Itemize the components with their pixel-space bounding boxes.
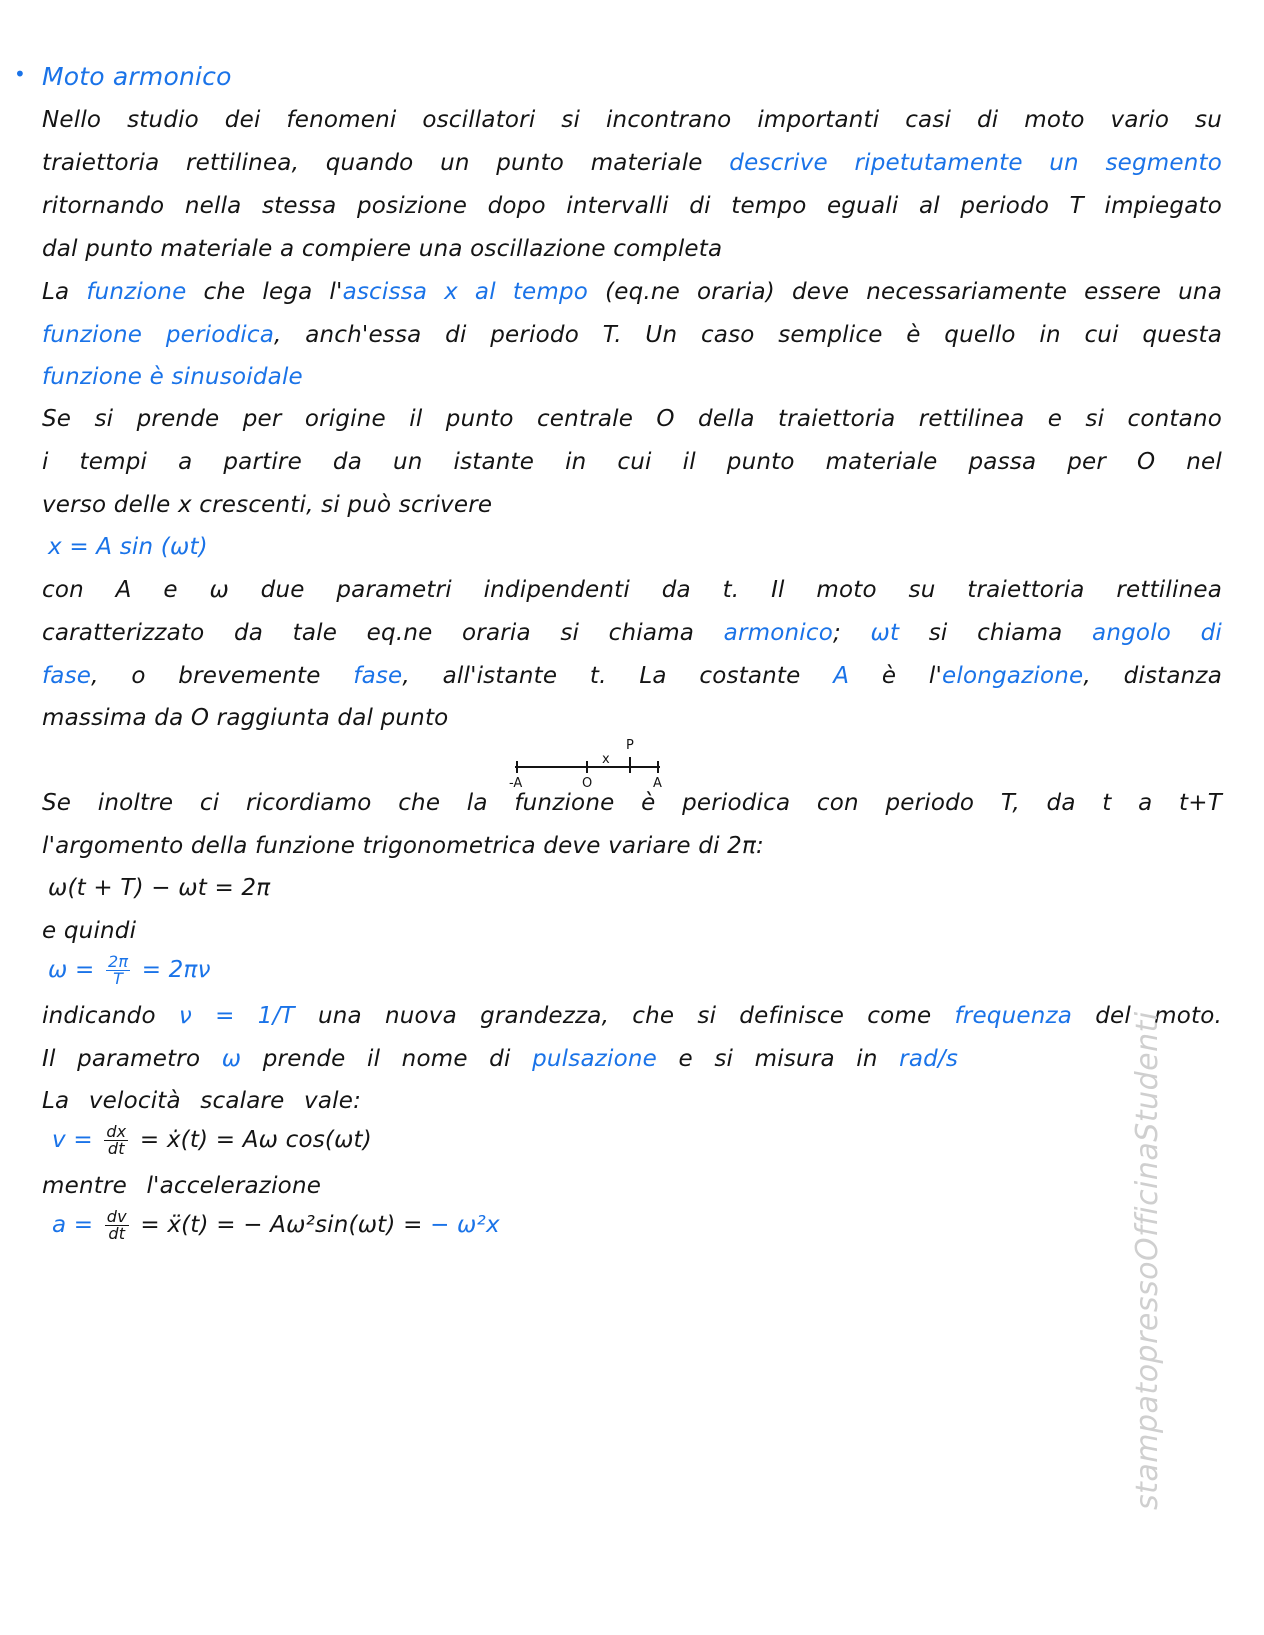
- text-line-21: mentre l'accelerazione: [42, 1173, 322, 1199]
- formula-velocity-rhs: = ẋ(t) = Aω cos(ωt): [139, 1127, 372, 1153]
- section-title: Moto armonico: [42, 62, 232, 91]
- text-line-9: i tempi a partire da un istante in cui il punto materiale passa per O nel: [42, 449, 1222, 475]
- text-line-10: verso delle x crescenti, si può scrivere: [42, 492, 493, 518]
- text-line-20: La velocità scalare vale:: [42, 1088, 362, 1114]
- label-a: A: [653, 776, 662, 790]
- label-minus-a: -A: [509, 776, 523, 790]
- text-line-16: l'argomento della funzione trigonometrica deve variare di 2π:: [42, 833, 764, 859]
- formula-acceleration-mid: = ẍ(t) = − Aω²sin(ωt) =: [140, 1212, 423, 1238]
- fraction-numerator: dx: [106, 1122, 127, 1141]
- text-line-5-part-a: La: [42, 279, 70, 305]
- text-line-12: [42, 618, 1222, 648]
- formula-velocity: [52, 1120, 372, 1160]
- text-line-18-part-b: ν = 1/T: [178, 1003, 295, 1029]
- text-line-12-part-f: angolo di: [1092, 620, 1223, 646]
- fraction-dx-dt: [104, 1124, 128, 1157]
- text-line-19: [42, 1044, 958, 1074]
- label-p: P: [626, 738, 634, 753]
- text-line-19-part-b: ω: [221, 1046, 242, 1072]
- text-line-2: [42, 148, 1222, 178]
- fraction-dv-dt: [105, 1209, 129, 1242]
- text-line-12-part-b: armonico: [723, 620, 833, 646]
- text-line-18-part-e: del moto.: [1095, 1003, 1223, 1029]
- text-line-6-part-a: funzione periodica: [42, 322, 275, 348]
- formula-position: x = A sin (ωt): [48, 534, 208, 560]
- text-line-17: e quindi: [42, 918, 137, 944]
- text-line-13: [42, 661, 1222, 691]
- formula-omega: [48, 950, 211, 990]
- text-line-13-part-f: è l': [849, 663, 942, 689]
- text-line-19-part-a: Il parametro: [42, 1046, 201, 1072]
- text-line-18-part-d: frequenza: [954, 1003, 1073, 1029]
- text-line-2-part-b: descrive ripetutamente un segmento: [729, 150, 1223, 176]
- text-line-11: con A e ω due parametri indipendenti da t. Il moto su traiettoria rettilinea: [42, 577, 1222, 603]
- text-line-6-part-b: , anch'essa di periodo T. Un caso semplice è quello in cui questa: [274, 322, 1222, 348]
- text-line-4: dal punto materiale a compiere una oscillazione completa: [42, 236, 723, 262]
- text-line-6: [42, 320, 1222, 350]
- text-line-13-part-e: A: [833, 663, 850, 689]
- text-line-12-part-e: si chiama: [899, 620, 1093, 646]
- text-line-19-part-f: rad/s: [899, 1046, 959, 1072]
- formula-period: ω(t + T) − ωt = 2π: [48, 875, 271, 901]
- bullet-dot: •: [14, 62, 26, 86]
- text-line-19-part-d: pulsazione: [532, 1046, 657, 1072]
- text-line-13-part-g: elongazione: [942, 663, 1084, 689]
- text-line-5-part-e: (eq.ne oraria) deve necessariamente essere una: [605, 279, 1222, 305]
- text-line-19-part-c: prende il nome di: [262, 1046, 511, 1072]
- fraction-denominator: dt: [108, 1224, 126, 1243]
- text-line-3: ritornando nella stessa posizione dopo intervalli di tempo eguali al periodo T impiegato: [42, 193, 1222, 219]
- text-line-13-part-h: , distanza: [1083, 663, 1222, 689]
- text-line-13-part-c: fase: [353, 663, 403, 689]
- fraction-numerator: 2π: [107, 952, 129, 971]
- formula-acceleration-lhs: a =: [52, 1212, 94, 1238]
- text-line-12-part-a: caratterizzato da tale eq.ne oraria si chiama: [42, 620, 695, 646]
- text-line-14: massima da O raggiunta dal punto: [42, 705, 449, 731]
- text-line-1: Nello studio dei fenomeni oscillatori si incontrano importanti casi di moto vario su: [42, 107, 1222, 133]
- formula-acceleration-result: − ω²x: [430, 1212, 500, 1238]
- formula-omega-rhs: = 2πν: [141, 957, 211, 983]
- fraction-two-pi-over-t: [106, 954, 130, 987]
- label-origin: O: [582, 776, 593, 790]
- watermark: stampatopressoOfficinaStudenti: [1130, 1011, 1165, 1510]
- fraction-numerator: dv: [106, 1207, 127, 1226]
- text-line-5: [42, 277, 1222, 307]
- text-line-2-part-a: traiettoria rettilinea, quando un punto materiale: [42, 150, 703, 176]
- text-line-18-part-c: una nuova grandezza, che si definisce come: [317, 1003, 932, 1029]
- text-line-12-part-d: ωt: [870, 620, 900, 646]
- formula-omega-lhs: ω =: [48, 957, 95, 983]
- segment-diagram: [505, 735, 675, 790]
- fraction-denominator: T: [113, 969, 124, 988]
- formula-acceleration: [52, 1205, 500, 1245]
- text-line-13-part-a: fase: [42, 663, 92, 689]
- fraction-denominator: dt: [107, 1139, 125, 1158]
- text-line-13-part-b: , o brevemente: [91, 663, 354, 689]
- text-line-15: Se inoltre ci ricordiamo che la funzione è periodica con periodo T, da t a t+T: [42, 790, 1222, 816]
- text-line-19-part-e: e si misura in: [678, 1046, 878, 1072]
- text-line-18: [42, 1001, 1222, 1031]
- text-line-12-part-c: ;: [832, 620, 871, 646]
- formula-velocity-lhs: v =: [52, 1127, 93, 1153]
- text-line-13-part-d: , all'istante t. La costante: [402, 663, 834, 689]
- text-line-7: funzione è sinusoidale: [42, 364, 303, 390]
- text-line-5-part-b: funzione: [86, 279, 187, 305]
- text-line-18-part-a: indicando: [42, 1003, 156, 1029]
- text-line-5-part-c: che lega l': [203, 279, 343, 305]
- text-line-5-part-d: ascissa x al tempo: [342, 279, 589, 305]
- text-line-8: Se si prende per origine il punto centrale O della traiettoria rettilinea e si contano: [42, 406, 1222, 432]
- label-x: x: [602, 752, 610, 767]
